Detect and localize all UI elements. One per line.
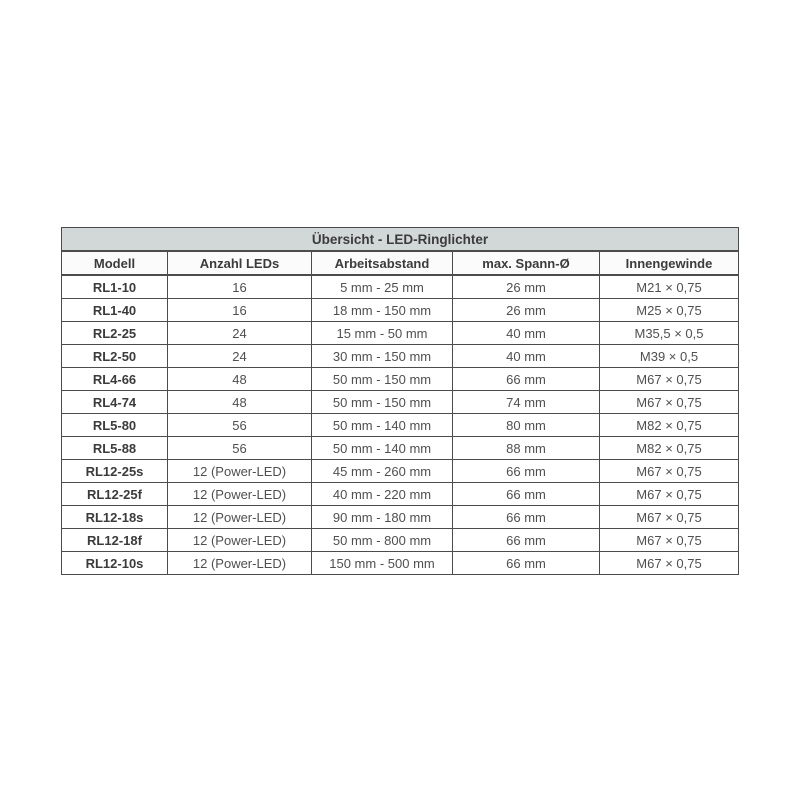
data-cell: M35,5 × 0,5 <box>600 322 739 345</box>
data-cell: 26 mm <box>453 275 600 299</box>
column-header-innengewinde: Innengewinde <box>600 251 739 275</box>
data-cell: 12 (Power-LED) <box>168 483 312 506</box>
data-cell: 40 mm <box>453 345 600 368</box>
data-cell: M67 × 0,75 <box>600 483 739 506</box>
model-cell: RL2-50 <box>62 345 168 368</box>
table-row <box>62 299 739 322</box>
table-row <box>62 506 739 529</box>
table-row <box>62 437 739 460</box>
data-cell: 50 mm - 800 mm <box>312 529 453 552</box>
table-row <box>62 414 739 437</box>
data-cell: M67 × 0,75 <box>600 506 739 529</box>
data-cell: M67 × 0,75 <box>600 391 739 414</box>
data-cell: 66 mm <box>453 460 600 483</box>
data-cell: 74 mm <box>453 391 600 414</box>
data-cell: 80 mm <box>453 414 600 437</box>
data-cell: 48 <box>168 368 312 391</box>
data-cell: M67 × 0,75 <box>600 552 739 575</box>
led-ringlight-spec-table <box>61 227 739 575</box>
data-cell: M21 × 0,75 <box>600 275 739 299</box>
model-cell: RL12-10s <box>62 552 168 575</box>
model-cell: RL1-40 <box>62 299 168 322</box>
data-cell: 5 mm - 25 mm <box>312 275 453 299</box>
data-cell: 12 (Power-LED) <box>168 529 312 552</box>
table-row <box>62 529 739 552</box>
table-header-row <box>62 251 739 275</box>
data-cell: M67 × 0,75 <box>600 368 739 391</box>
data-cell: 66 mm <box>453 506 600 529</box>
data-cell: 24 <box>168 345 312 368</box>
table-row <box>62 275 739 299</box>
model-cell: RL4-66 <box>62 368 168 391</box>
data-cell: 16 <box>168 299 312 322</box>
data-cell: 56 <box>168 437 312 460</box>
model-cell: RL5-88 <box>62 437 168 460</box>
column-header-max-spann: max. Spann-Ø <box>453 251 600 275</box>
data-cell: 50 mm - 140 mm <box>312 414 453 437</box>
data-cell: 56 <box>168 414 312 437</box>
data-cell: 90 mm - 180 mm <box>312 506 453 529</box>
table-row <box>62 322 739 345</box>
data-cell: 30 mm - 150 mm <box>312 345 453 368</box>
data-cell: 88 mm <box>453 437 600 460</box>
model-cell: RL1-10 <box>62 275 168 299</box>
data-cell: 50 mm - 140 mm <box>312 437 453 460</box>
data-cell: 50 mm - 150 mm <box>312 391 453 414</box>
data-cell: 24 <box>168 322 312 345</box>
data-cell: 40 mm - 220 mm <box>312 483 453 506</box>
model-cell: RL4-74 <box>62 391 168 414</box>
data-cell: 66 mm <box>453 529 600 552</box>
data-cell: 40 mm <box>453 322 600 345</box>
data-cell: 12 (Power-LED) <box>168 460 312 483</box>
data-cell: 12 (Power-LED) <box>168 506 312 529</box>
model-cell: RL12-25f <box>62 483 168 506</box>
data-cell: M82 × 0,75 <box>600 437 739 460</box>
data-cell: 15 mm - 50 mm <box>312 322 453 345</box>
table-row <box>62 391 739 414</box>
model-cell: RL12-25s <box>62 460 168 483</box>
table-row <box>62 368 739 391</box>
table-title: Übersicht - LED-Ringlichter <box>62 228 739 252</box>
column-header-modell: Modell <box>62 251 168 275</box>
data-cell: 45 mm - 260 mm <box>312 460 453 483</box>
data-cell: 12 (Power-LED) <box>168 552 312 575</box>
data-cell: M39 × 0,5 <box>600 345 739 368</box>
model-cell: RL5-80 <box>62 414 168 437</box>
model-cell: RL12-18s <box>62 506 168 529</box>
table-body <box>62 275 739 575</box>
table-title-row <box>62 228 739 252</box>
data-cell: M82 × 0,75 <box>600 414 739 437</box>
data-cell: 150 mm - 500 mm <box>312 552 453 575</box>
column-header-anzahl-leds: Anzahl LEDs <box>168 251 312 275</box>
data-cell: M67 × 0,75 <box>600 460 739 483</box>
data-cell: 50 mm - 150 mm <box>312 368 453 391</box>
data-cell: 16 <box>168 275 312 299</box>
data-cell: 18 mm - 150 mm <box>312 299 453 322</box>
data-cell: 48 <box>168 391 312 414</box>
data-cell: 66 mm <box>453 368 600 391</box>
column-header-arbeitsabstand: Arbeitsabstand <box>312 251 453 275</box>
table-row <box>62 460 739 483</box>
model-cell: RL2-25 <box>62 322 168 345</box>
table-row <box>62 483 739 506</box>
data-cell: 26 mm <box>453 299 600 322</box>
data-cell: M25 × 0,75 <box>600 299 739 322</box>
data-cell: M67 × 0,75 <box>600 529 739 552</box>
data-cell: 66 mm <box>453 483 600 506</box>
table-row <box>62 345 739 368</box>
model-cell: RL12-18f <box>62 529 168 552</box>
data-cell: 66 mm <box>453 552 600 575</box>
table-row <box>62 552 739 575</box>
